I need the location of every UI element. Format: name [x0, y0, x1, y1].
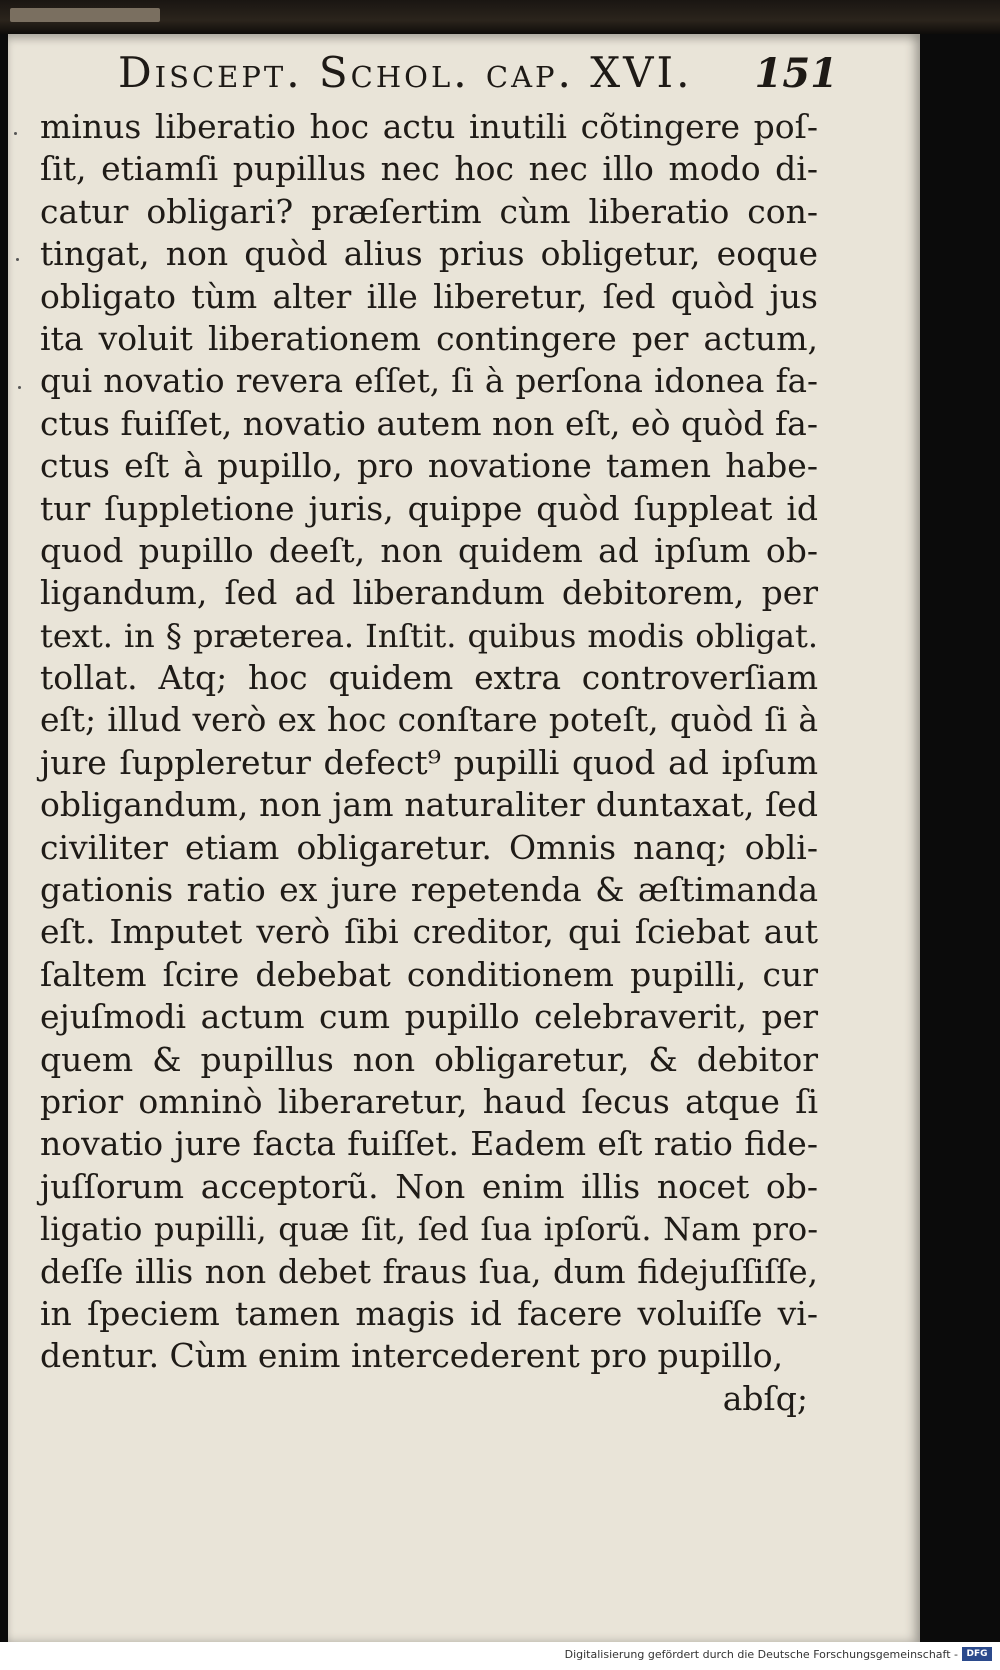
text-line: gationis ratio ex jure repetenda & æſtimanda: [40, 870, 818, 910]
body-text: [40, 106, 818, 1420]
running-head: Discept. Schol. cap. XVI.: [118, 48, 693, 97]
page-number: 151: [754, 50, 838, 97]
text-line: juſſorum acceptorũ. Non enim illis nocet ob-: [40, 1166, 818, 1206]
top-book-edge: [0, 0, 1000, 34]
text-line: text. in § præterea. Inſtit. quibus modis obligat.: [40, 616, 818, 655]
text-line: prior omninò liberaretur, haud ſecus atque ſi: [40, 1081, 818, 1121]
text-line: tollat. Atq; hoc quidem extra controverſiam: [40, 658, 818, 698]
text-line: in ſpeciem tamen magis id facere voluiſſe vi-: [40, 1293, 818, 1333]
text-line: catur obligari? præſertim cùm liberatio con-: [40, 191, 818, 231]
text-line: quod pupillo deeſt, non quidem ad ipſum ob-: [40, 530, 818, 570]
margin-speck: [18, 386, 21, 389]
text-line: novatio jure facta fuiſſet. Eadem eſt ratio fide-: [40, 1124, 818, 1164]
text-line: obligato tùm alter ille liberetur, ſed quòd jus: [40, 276, 818, 316]
footer-credit: Digitalisierung gefördert durch die Deutsche Forschungsgemeinschaft -: [564, 1648, 958, 1661]
text-line: tingat, non quòd alius prius obligetur, eoque: [40, 234, 818, 274]
text-line: quem & pupillus non obligaretur, & debitor: [40, 1039, 818, 1079]
text-line: deſſe illis non debet fraus ſua, dum fidejuſſiſſe,: [40, 1252, 818, 1291]
text-line: ſit, etiamſi pupillus nec hoc nec illo modo di-: [40, 149, 818, 189]
page-header: [118, 48, 838, 106]
text-line: ejuſmodi actum cum pupillo celebraverit, per: [40, 997, 818, 1037]
text-line: ctus eſt à pupillo, pro novatione tamen habe-: [40, 446, 818, 486]
scanner-ruler: [10, 8, 160, 22]
text-line: minus liberatio hoc actu inutili cõtingere poſ-: [40, 107, 818, 146]
digitization-footer: [0, 1642, 1000, 1670]
dfg-logo: DFG: [962, 1647, 992, 1661]
text-line: ctus fuiſſet, novatio autem non eſt, eò quòd fa-: [40, 403, 818, 443]
text-line: eſt; illud verò ex hoc conſtare poteſt, quòd ſi à: [40, 700, 818, 740]
margin-speck: [14, 132, 17, 135]
text-line: ita voluit liberationem contingere per actum,: [40, 318, 818, 358]
text-line: obligandum, non jam naturaliter duntaxat, ſed: [40, 785, 818, 825]
text-line: qui novatio revera eſſet, ſi à perſona idonea fa-: [40, 362, 818, 401]
text-line: dentur. Cùm enim intercederent pro pupillo,: [40, 1336, 784, 1376]
text-line: jure ſuppleretur defect⁹ pupilli quod ad ipſum: [40, 742, 818, 782]
text-line: civiliter etiam obligaretur. Omnis nanq; obli-: [40, 827, 818, 867]
margin-speck: [16, 258, 19, 261]
text-line: ſaltem ſcire debebat conditionem pupilli, cur: [40, 954, 818, 994]
text-line: ligandum, ſed ad liberandum debitorem, per: [40, 573, 818, 613]
text-line: tur ſuppletione juris, quippe quòd ſuppleat id: [40, 488, 818, 528]
catchword: abſq;: [722, 1378, 808, 1418]
text-line: ligatio pupilli, quæ ſit, ſed ſua ipſorũ. Nam pro-: [40, 1210, 818, 1249]
text-line: eſt. Imputet verò ſibi creditor, qui ſciebat aut: [40, 912, 818, 952]
